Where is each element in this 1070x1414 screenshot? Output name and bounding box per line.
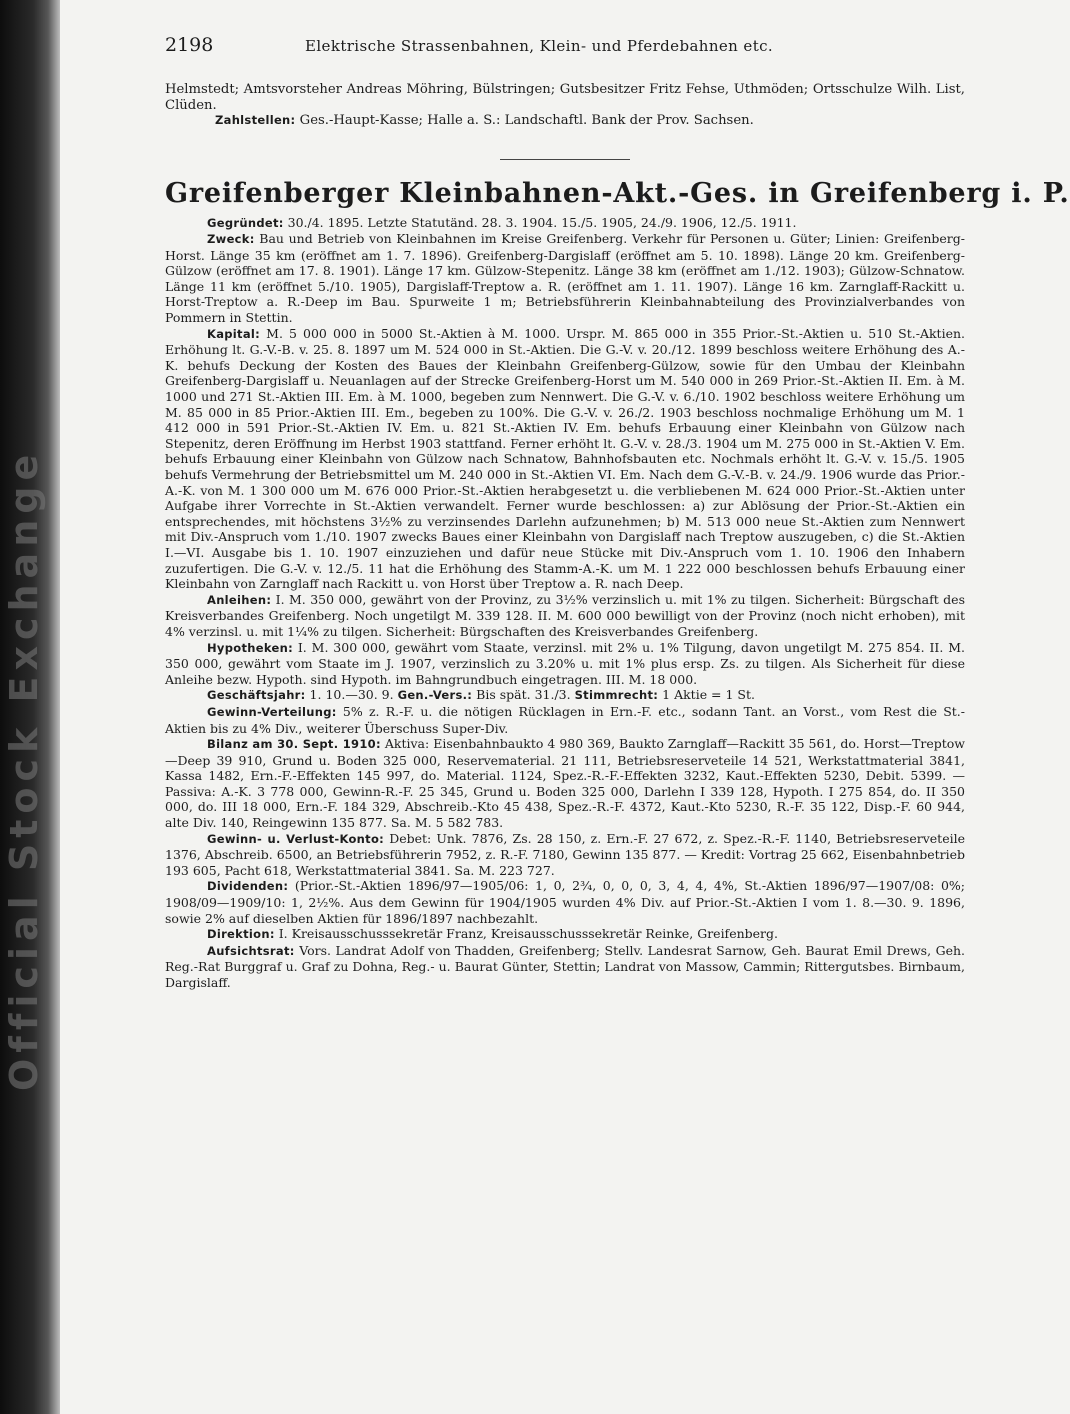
entry-label: Bilanz am 30. Sept. 1910: — [207, 737, 381, 752]
entry-label: Geschäftsjahr: — [207, 688, 306, 703]
entry-text: 30./4. 1895. Letzte Statutänd. 28. 3. 1904. 15./5. 1905, 24./9. 1906, 12./5. 1911. — [287, 214, 797, 230]
book-spine-edge — [0, 0, 60, 1414]
company-entry-body — [165, 215, 965, 991]
zahlstellen-text: Ges.-Haupt-Kasse; Halle a. S.: Landschaftl. Bank der Prov. Sachsen. — [299, 113, 754, 128]
entry-text: 1. 10.—30. 9. — [309, 687, 394, 703]
zahlstellen-line — [165, 113, 965, 129]
entry-text: 1 Aktie = 1 St. — [662, 687, 755, 703]
entry-label: Hypotheken: — [207, 640, 293, 655]
entry-label: Zweck: — [207, 232, 255, 247]
section-separator — [500, 159, 630, 160]
entry-anleihen — [165, 592, 965, 640]
company-title: Greifenberger Kleinbahnen-Akt.-Ges. in Greifenberg i. P. — [165, 177, 1070, 209]
entry-geschaeftsjahr — [165, 687, 965, 704]
entry-text: (Prior.-St.-Aktien 1896/97—1905/06: 1, 0, 2¾, 0, 0, 0, 3, 4, 4, 4%, St.-Aktien 1896/97—1907/08: 0%; 1908/09—1909/10: 1, 2½%. Aus dem Gewinn für 1904/1905 wurden 4% Div. auf Prior.-St.-Aktien I vom 1. 8.—30. 9. 1896, sowie 2% auf dieselben Aktien für 1896/1897 nachbezahlt. — [165, 878, 965, 926]
entry-label: Gewinn- u. Verlust-Konto: — [207, 831, 385, 846]
zahlstellen-label: Zahlstellen: — [215, 113, 296, 127]
entry-label: Anleihen: — [207, 592, 272, 607]
entry-hypotheken — [165, 640, 965, 688]
document-page — [165, 34, 1070, 1394]
entry-text: Bis spät. 31./3. — [476, 687, 571, 703]
entry-label: Kapital: — [207, 326, 261, 341]
entry-text: Debet: Unk. 7876, Zs. 28 150, z. Ern.-F. 27 672, z. Spez.-R.-F. 1140, Betriebsreserveteile 1376, Abschreib. 6500, an Betriebsführerin 7952, z. R.-F. 7180, Gewinn 135 877. — Kredit: Vortrag 25 662, Eisenbahnbetrieb 193 605, Pacht 618, Werkstattmaterial 3841. Sa. M. 223 727. — [165, 830, 965, 878]
entry-zweck — [165, 231, 965, 326]
entry-gewinn-verlust-konto — [165, 831, 965, 879]
entry-aufsichtsrat — [165, 943, 965, 991]
page-number: 2198 — [165, 34, 214, 56]
preamble — [165, 82, 965, 129]
entry-label: Direktion: — [207, 927, 275, 942]
entry-label: Dividenden: — [207, 879, 289, 894]
entry-direktion — [165, 926, 965, 943]
entry-text: Aktiva: Eisenbahnbaukto 4 980 369, Baukto Zarnglaff—Rackitt 35 561, do. Horst—Treptow—Deep 39 910, Grund u. Boden 325 000, Reservematerial. 21 111, Betriebsreserveteile 14 521, Werkstattmaterial 3841, Kassa 1482, Ern.-F.-Effekten 145 997, do. Material. 1124, Spez.-R.-F.-Effekten 3232, Kaut.-Effekten 5230, Debit. 5399. — Passiva: A.-K. 3 778 000, Gewinn-R.-F. 25 345, Grund u. Boden 325 000, Darlehn I 339 128, Hypoth. I 275 854, do. II 350 000, do. III 18 000, Ern.-F. 184 329, Abschreib.-Kto 45 438, Spez.-R.-F. 4372, Kaut.-Kto 5230, R.-F. 35 122, Disp.-F. 60 944, alte Div. 140, Reingewinn 135 877. Sa. M. 5 582 783. — [165, 736, 965, 831]
entry-gewinn-verteilung — [165, 704, 965, 736]
entry-label: Stimmrecht: — [574, 688, 659, 703]
spine-stamp-text: Official Stock Exchange — [2, 448, 46, 1092]
entry-text: 5% z. R.-F. u. die nötigen Rücklagen in Ern.-F. etc., sodann Tant. an Vorst., vom Rest die St.-Aktien bis zu 4% Div., weiterer Überschuss Super-Div. — [165, 703, 965, 736]
entry-bilanz — [165, 736, 965, 831]
entry-text: I. M. 300 000, gewährt vom Staate, verzinsl. mit 2% u. 1% Tilgung, davon ungetilgt M. 275 854. II. M. 350 000, gewährt vom Staate im J. 1907, verzinslich zu 3.20% u. mit 1% plus ersp. Zs. zu tilgen. Als Sicherheit für diese Anleihe bezw. Hypoth. sind Hypoth. im Bahngrundbuch eingetragen. III. M. 18 000. — [165, 639, 965, 687]
entry-text: I. M. 350 000, gewährt von der Provinz, zu 3½% verzinslich u. mit 1% zu tilgen. Sicherheit: Bürgschaft des Kreisverbandes Greifenberg. Noch ungetilgt M. 339 128. II. M. 600 000 bewilligt von der Provinz (noch nicht erhoben), mit 4% verzinsl. u. mit 1¼% zu tilgen. Sicherheit: Bürgschaften des Kreisverbandes Greifenberg. — [165, 591, 965, 639]
entry-text: I. Kreisausschusssekretär Franz, Kreisausschusssekretär Reinke, Greifenberg. — [278, 926, 778, 942]
running-title: Elektrische Strassenbahnen, Klein- und Pferdebahnen etc. — [305, 37, 774, 55]
entry-label: Gen.-Vers.: — [397, 688, 473, 703]
entry-dividenden — [165, 878, 965, 926]
entry-kapital — [165, 326, 965, 592]
entry-gegruendet — [165, 215, 965, 232]
entry-label: Aufsichtsrat: — [207, 943, 295, 958]
page-header — [165, 34, 965, 64]
preamble-line: Helmstedt; Amtsvorsteher Andreas Möhring, Bülstringen; Gutsbesitzer Fritz Fehse, Uthmöden; Ortsschulze Wilh. List, Clüden. — [165, 82, 965, 113]
entry-text: M. 5 000 000 in 5000 St.-Aktien à M. 1000. Urspr. M. 865 000 in 355 Prior.-St.-Aktien u. 510 St.-Aktien. Erhöhung lt. G.-V.-B. v. 25. 8. 1897 um M. 524 000 in St.-Aktien. Die G.-V. v. 20./12. 1899 beschloss weitere Erhöhung des A.-K. behufs Deckung der Kosten des Baues der Kleinbahn Greifenberg-Gülzow, sowie für den Umbau der Kleinbahn Greifenberg-Dargislaff u. Neuanlagen auf der Strecke Greifenberg-Horst um M. 540 000 in 269 Prior.-St.-Aktien II. Em. à M. 1000 und 271 St.-Aktien III. Em. à M. 1000, begeben zum Nennwert. Die G.-V. v. 6./10. 1902 beschloss weitere Erhöhung um M. 85 000 in 85 Prior.-Aktien III. Em., begeben zu 100%. Die G.-V. v. 26./2. 1903 beschloss nochmalige Erhöhung um M. 1 412 000 in 591 Prior.-St.-Aktien IV. Em. u. 821 St.-Aktien IV. Em. behufs Erbauung einer Kleinbahn von Gülzow nach Stepenitz, deren Eröffnung im Herbst 1903 stattfand. Ferner erhöht lt. G.-V. v. 28./3. 1904 um M. 275 000 in St.-Aktien V. Em. behufs Erbauung einer Kleinbahn von Gülzow nach Schnatow, Bahnhofsbauten etc. Nochmals erhöht lt. G.-V. v. 15./5. 1905 behufs Vermehrung der Betriebsmittel um M. 240 000 in St.-Aktien VI. Em. Nach dem G.-V.-B. v. 24./9. 1906 wurde das Prior.-A.-K. von M. 1 300 000 um M. 676 000 Prior.-St.-Aktien herabgesetzt u. die verbliebenen M. 624 000 Prior.-St.-Aktien unter Aufgabe ihrer Vorrechte in St.-Aktien verwandelt. Ferner wurde beschlossen: a) zur Ablösung der Prior.-St.-Aktien ein entsprechendes, mit höchstens 3½% zu verzinsendes Darlehn aufzunehmen; b) M. 513 000 neue St.-Aktien zum Nennwert mit Div.-Anspruch vom 1./10. 1907 zwecks Baues einer Kleinbahn von Dargislaff nach Treptow auszugeben, c) die St.-Aktien I.—VI. Ausgabe bis 1. 10. 1907 einzuziehen und dafür neue Stücke mit Div.-Anspruch vom 1. 10. 1906 den Inhabern zuzufertigen. Die G.-V. v. 12./5. 11 hat die Erhöhung des Stamm-A.-K. um M. 1 222 000 beschlossen behufs Erbauung einer Kleinbahn von Zarnglaff nach Rackitt u. von Horst über Treptow a. R. nach Deep. — [165, 325, 965, 592]
entry-label: Gewinn-Verteilung: — [207, 704, 337, 719]
entry-label: Gegründet: — [207, 215, 284, 230]
entry-text: Vors. Landrat Adolf von Thadden, Greifenberg; Stellv. Landesrat Sarnow, Geh. Baurat Emil Drews, Geh. Reg.-Rat Burggraf u. Graf zu Dohna, Reg.- u. Baurat Günter, Stettin; Landrat von Massow, Cammin; Rittergutsbes. Birnbaum, Dargislaff. — [165, 942, 966, 990]
entry-text: Bau und Betrieb von Kleinbahnen im Kreise Greifenberg. Verkehr für Personen u. Güter; Linien: Greifenberg-Horst. Länge 35 km (eröffnet am 1. 7. 1896). Greifenberg-Dargislaff (eröffnet am 5. 10. 1898). Länge 20 km. Greifenberg-Gülzow (eröffnet am 17. 8. 1901). Länge 17 km. Gülzow-Stepenitz. Länge 38 km (eröffnet am 1./12. 1903); Gülzow-Schnatow. Länge 11 km (eröffnet 5./10. 1905), Dargislaff-Treptow a. R. (eröffnet am 1. 11. 1907). Länge 16 km. Zarnglaff-Rackitt u. Horst-Treptow a. R.-Deep im Bau. Spurweite 1 m; Betriebsführerin Kleinbahnabteilung des Provinzialverbandes von Pommern in Stettin. — [165, 231, 965, 326]
